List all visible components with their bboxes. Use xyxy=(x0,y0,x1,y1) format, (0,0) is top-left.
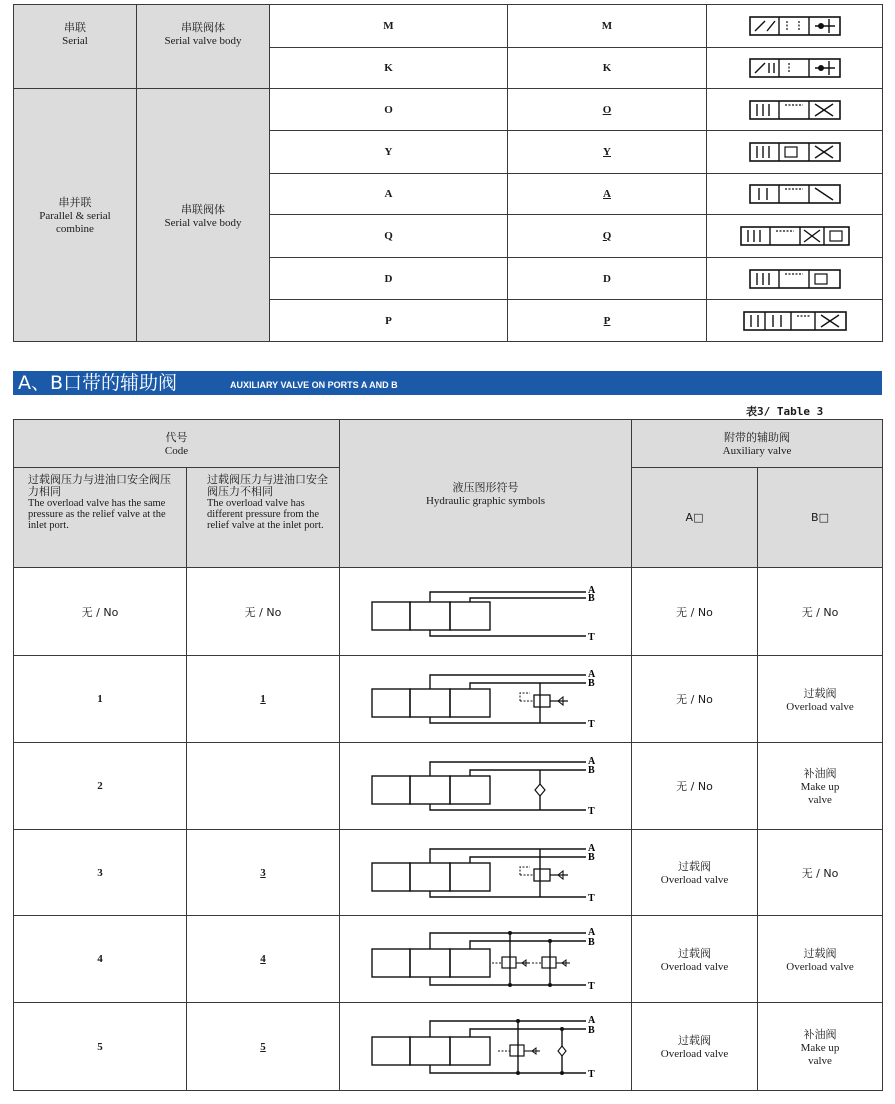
b-port-header: B□ xyxy=(758,468,883,568)
parallel-body-cn: 串联阀体 xyxy=(181,202,225,216)
svg-text:T: T xyxy=(587,1068,595,1080)
spool-symbol-k xyxy=(749,57,841,79)
spool-symbol-cell xyxy=(707,48,883,89)
spool-symbol-y xyxy=(749,141,841,163)
spool-symbol-a xyxy=(749,183,841,205)
spool-symbol-cell xyxy=(707,5,883,48)
serial-body-cell xyxy=(137,5,270,89)
table-row xyxy=(14,743,883,830)
aux-b-cell: 无 / No xyxy=(758,568,883,656)
hydraulic-symbol-overload-b xyxy=(370,663,602,735)
code2-cell: A xyxy=(508,174,707,215)
serial-type-cell xyxy=(14,5,137,89)
table-row xyxy=(14,568,883,656)
section-title: A、B口带的辅助阀 xyxy=(18,372,178,394)
table-label: 表3/ Table 3 xyxy=(746,405,824,418)
hydraulic-symbol-cell xyxy=(340,830,632,916)
svg-text:B: B xyxy=(587,937,595,948)
svg-text:A: A xyxy=(587,669,595,680)
svg-text:T: T xyxy=(587,631,595,643)
hydraulic-symbol-cell xyxy=(340,916,632,1003)
hydraulic-symbol-overload-ab xyxy=(370,923,602,995)
aux-a-cell: 过载阀 Overload valve xyxy=(632,916,758,1003)
serial-body-en: Serial valve body xyxy=(164,35,242,47)
code2-cell: M xyxy=(508,5,707,48)
svg-text:T: T xyxy=(587,719,595,730)
same-code-cell: 2 xyxy=(14,743,187,830)
spool-symbol-cell xyxy=(707,215,883,258)
spool-symbol-cell xyxy=(707,174,883,215)
table-row xyxy=(14,1003,883,1091)
aux-header: 附带的辅助阀 Auxiliary valve xyxy=(632,420,883,468)
table-row xyxy=(14,830,883,916)
aux-b-cell: 补油阀 Make up valve xyxy=(758,1003,883,1091)
code-header: 代号 Code xyxy=(14,420,340,468)
svg-text:A: A xyxy=(587,842,595,854)
diff-code-cell xyxy=(187,743,340,830)
aux-a-cell: 无 / No xyxy=(632,743,758,830)
hydraulic-symbol-cell xyxy=(340,1003,632,1091)
code2-cell: D xyxy=(508,258,707,300)
diff-code-cell: 4 xyxy=(187,916,340,1003)
spool-symbol-d xyxy=(749,268,841,290)
svg-text:B: B xyxy=(587,592,595,604)
hydraulic-symbol-overload-a-makeup-b xyxy=(370,1011,602,1083)
spool-symbol-cell xyxy=(707,89,883,131)
section-subtitle: AUXILIARY VALVE ON PORTS A AND B xyxy=(230,380,398,390)
code2-cell: O xyxy=(508,89,707,131)
same-code-cell: 3 xyxy=(14,830,187,916)
code-cell: P xyxy=(270,300,508,342)
aux-b-cell: 无 / No xyxy=(758,830,883,916)
aux-a-cell: 过载阀 Overload valve xyxy=(632,1003,758,1091)
serial-body-cn: 串联阀体 xyxy=(181,21,225,34)
aux-a-cell: 无 / No xyxy=(632,656,758,743)
svg-text:A: A xyxy=(587,927,595,938)
code-cell: Y xyxy=(270,131,508,174)
hydraulic-symbol-cell xyxy=(340,568,632,656)
code-cell: A xyxy=(270,174,508,215)
serial-cn: 串联 xyxy=(64,21,86,34)
serial-en: Serial xyxy=(62,35,88,47)
diff-code-cell: 1 xyxy=(187,656,340,743)
table-row xyxy=(14,916,883,1003)
code2-cell: Y xyxy=(508,131,707,174)
parallel-cn: 串并联 xyxy=(58,196,92,209)
symbol-header: 液压图形符号 Hydraulic graphic symbols xyxy=(340,420,632,568)
svg-text:T: T xyxy=(587,806,595,817)
hydraulic-symbol-makeup-b xyxy=(370,750,602,822)
code-cell: K xyxy=(270,48,508,89)
spool-symbol-cell xyxy=(707,300,883,342)
table-row xyxy=(14,656,883,743)
code-cell: O xyxy=(270,89,508,131)
hydraulic-symbol-overload-a xyxy=(370,837,602,909)
svg-text:A: A xyxy=(587,1014,595,1026)
spool-function-table xyxy=(13,4,883,342)
code2-cell: P xyxy=(508,300,707,342)
svg-text:B: B xyxy=(587,851,595,863)
hydraulic-symbol-none xyxy=(370,576,602,648)
parallel-body-cell xyxy=(137,89,270,342)
section-banner xyxy=(13,371,882,395)
parallel-en: Parallel & serial combine xyxy=(39,210,111,235)
spool-symbol-o xyxy=(749,99,841,121)
diff-code-cell: 5 xyxy=(187,1003,340,1091)
code2-cell: Q xyxy=(508,215,707,258)
spool-symbol-q xyxy=(740,225,850,247)
code-cell: D xyxy=(270,258,508,300)
svg-text:A: A xyxy=(587,584,595,596)
auxiliary-valve-table xyxy=(13,419,883,1091)
parallel-type-cell xyxy=(14,89,137,342)
same-code-cell: 1 xyxy=(14,656,187,743)
a-port-header: A□ xyxy=(632,468,758,568)
spool-symbol-m xyxy=(749,15,841,37)
aux-b-cell: 补油阀 Make up valve xyxy=(758,743,883,830)
same-code-cell: 5 xyxy=(14,1003,187,1091)
same-pressure-header: 过载阀压力与进油口安全阀压力相同 The overload valve has the same pressure as the relief valve at the inlet port. xyxy=(14,468,187,568)
diff-pressure-header: 过载阀压力与进油口安全阀压力不相同 The overload valve has different pressure from the relief valve at the inlet port. xyxy=(187,468,340,568)
hydraulic-symbol-cell xyxy=(340,656,632,743)
spool-symbol-p xyxy=(743,310,847,332)
diff-code-cell: 3 xyxy=(187,830,340,916)
svg-text:A: A xyxy=(587,756,595,767)
hydraulic-symbol-cell xyxy=(340,743,632,830)
code2-cell: K xyxy=(508,48,707,89)
diff-code-cell: 无 / No xyxy=(187,568,340,656)
spool-symbol-cell xyxy=(707,131,883,174)
aux-b-cell: 过载阀 Overload valve xyxy=(758,656,883,743)
svg-text:B: B xyxy=(587,1024,595,1036)
spool-symbol-cell xyxy=(707,258,883,300)
svg-text:T: T xyxy=(587,981,595,992)
aux-b-cell: 过载阀 Overload valve xyxy=(758,916,883,1003)
svg-text:T: T xyxy=(587,892,595,904)
svg-text:B: B xyxy=(587,765,595,776)
code-cell: M xyxy=(270,5,508,48)
aux-a-cell: 无 / No xyxy=(632,568,758,656)
aux-a-cell: 过载阀 Overload valve xyxy=(632,830,758,916)
same-code-cell: 4 xyxy=(14,916,187,1003)
same-code-cell: 无 / No xyxy=(14,568,187,656)
svg-text:B: B xyxy=(587,678,595,689)
code-cell: Q xyxy=(270,215,508,258)
parallel-body-en: Serial valve body xyxy=(164,216,242,229)
